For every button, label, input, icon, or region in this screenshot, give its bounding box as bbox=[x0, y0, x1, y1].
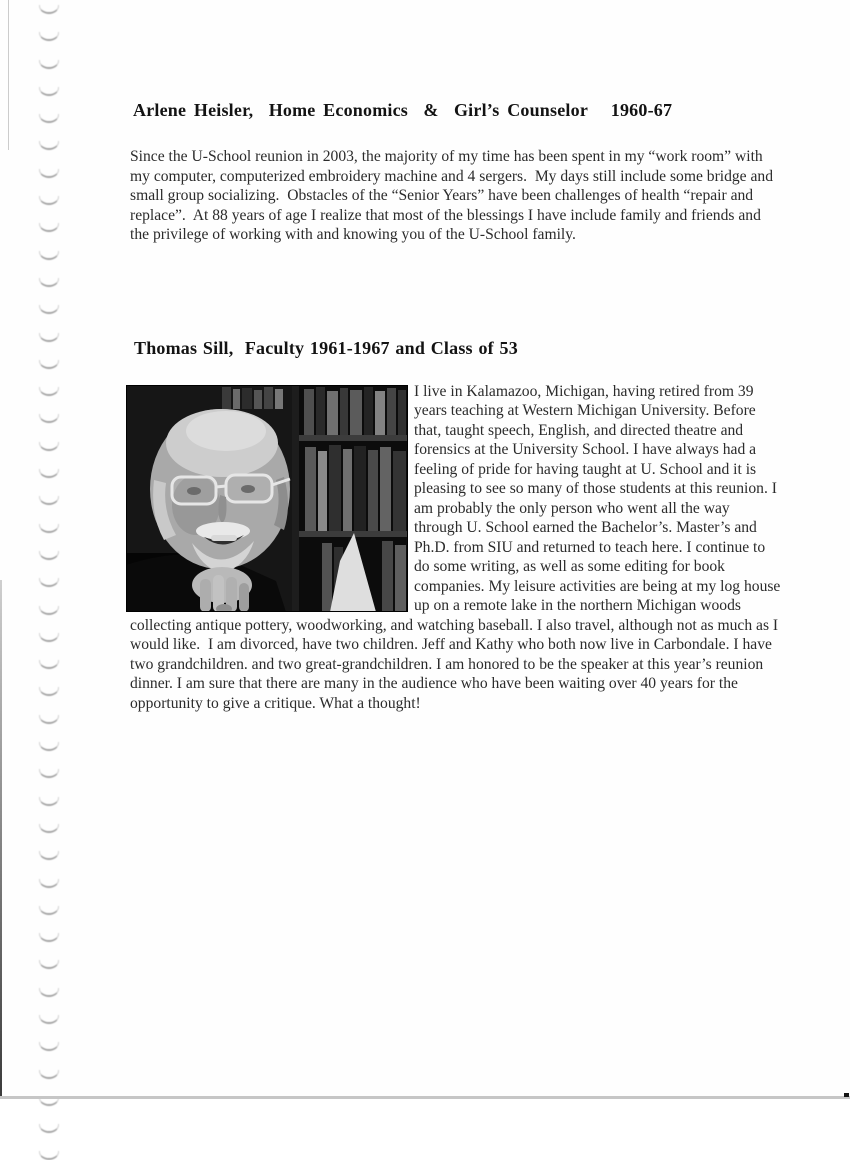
spiral-coil-mark bbox=[39, 442, 59, 451]
spiral-binding bbox=[36, 0, 62, 1099]
spiral-coil-mark bbox=[39, 32, 59, 41]
spiral-coil-mark bbox=[39, 960, 59, 969]
spiral-coil-mark bbox=[39, 687, 59, 696]
spiral-coil-mark bbox=[39, 660, 59, 669]
spiral-coil-mark bbox=[39, 551, 59, 560]
spiral-coil-mark bbox=[39, 87, 59, 96]
spiral-coil-mark bbox=[39, 988, 59, 997]
arlene-heisler-bio-text: Since the U-School reunion in 2003, the majority of my time has been spent in my “work room” with my computer, computerized embroidery machine and 4 sergers. My days still include some bridge and small group socializing. Obstacles of the “Senior Years” have been challenges of health “repair and replace”. At 88 years of age I realize that most of the blessings I have include family and friends and the privilege of working with and knowing you of the U-School family. bbox=[130, 148, 777, 243]
spiral-coil-mark bbox=[39, 769, 59, 778]
spiral-coil-mark bbox=[39, 496, 59, 505]
thomas-sill-section bbox=[130, 382, 785, 714]
spiral-coil-mark bbox=[39, 169, 59, 178]
scan-corner-mark bbox=[844, 1093, 849, 1097]
spiral-coil-mark bbox=[39, 879, 59, 888]
spiral-coil-mark bbox=[39, 469, 59, 478]
spiral-coil-mark bbox=[39, 196, 59, 205]
spiral-coil-mark bbox=[39, 1042, 59, 1051]
section-heading-thomas-sill: Thomas Sill, Faculty 1961-1967 and Class of 53 bbox=[134, 337, 518, 358]
spiral-coil-mark bbox=[39, 1151, 59, 1160]
spiral-coil-mark bbox=[39, 715, 59, 724]
spiral-coil-mark bbox=[39, 278, 59, 287]
spiral-coil-mark bbox=[39, 360, 59, 369]
page-edge-shadow-bottom bbox=[0, 580, 2, 1099]
spiral-coil-mark bbox=[39, 742, 59, 751]
thomas-sill-photo bbox=[126, 385, 408, 612]
hand-at-chin bbox=[192, 567, 252, 612]
spiral-coil-mark bbox=[39, 305, 59, 314]
spiral-coil-mark bbox=[39, 524, 59, 533]
spiral-coil-mark bbox=[39, 5, 59, 14]
spiral-coil-mark bbox=[39, 633, 59, 642]
spiral-coil-mark bbox=[39, 851, 59, 860]
spiral-coil-mark bbox=[39, 223, 59, 232]
spiral-coil-mark bbox=[39, 141, 59, 150]
spiral-coil-mark bbox=[39, 251, 59, 260]
section-heading-arlene-heisler: Arlene Heisler, Home Economics & Girl’s Counselor 1960-67 bbox=[133, 100, 673, 120]
spiral-coil-mark bbox=[39, 824, 59, 833]
spiral-coil-mark bbox=[39, 387, 59, 396]
page-content bbox=[130, 0, 785, 713]
spiral-coil-mark bbox=[39, 933, 59, 942]
thomas-sill-bio-text: I live in Kalamazoo, Michigan, having retired from 39 years teaching at Western Michigan University. Before that, taught speech, English, and directed theatre and forensics at the University School. I have always had a feeling of pride for having taught at U. School and it is pleasing to see so many of those students at this reunion. I am probably the only person who went all the way through U. School earned the Bachelor’s. Master’s and Ph.D. from SIU and returned to teach here. I continue to do some writing, as well as some editing for book companies. My leisure activities are being at my log house up on a remote lake in the northern Michigan woods collecting antique pottery, woodworking, and watching baseball. I also travel, although not as much as I would like. I am divorced, have two children. Jeff and Kathy who both now live in Carbondale. I have two grandchildren. and two great-grandchildren. I am honored to be the speaker at this year’s reunion dinner. I am sure that there are many in the audience who have been waiting over 40 years for the opportunity to give a critique. What a thought! bbox=[130, 382, 785, 712]
spiral-coil-mark bbox=[39, 1015, 59, 1024]
spiral-coil-mark bbox=[39, 578, 59, 587]
spiral-coil-mark bbox=[39, 606, 59, 615]
spiral-coil-mark bbox=[39, 906, 59, 915]
spiral-coil-mark bbox=[39, 1124, 59, 1133]
thomas-sill-portrait-illustration bbox=[126, 385, 408, 612]
page-edge-shadow-top bbox=[8, 0, 9, 150]
spiral-coil-mark bbox=[39, 1070, 59, 1079]
spiral-coil-mark bbox=[39, 414, 59, 423]
spiral-coil-mark bbox=[39, 797, 59, 806]
spiral-coil-mark bbox=[39, 333, 59, 342]
spiral-coil-mark bbox=[39, 114, 59, 123]
spiral-coil-mark bbox=[39, 60, 59, 69]
